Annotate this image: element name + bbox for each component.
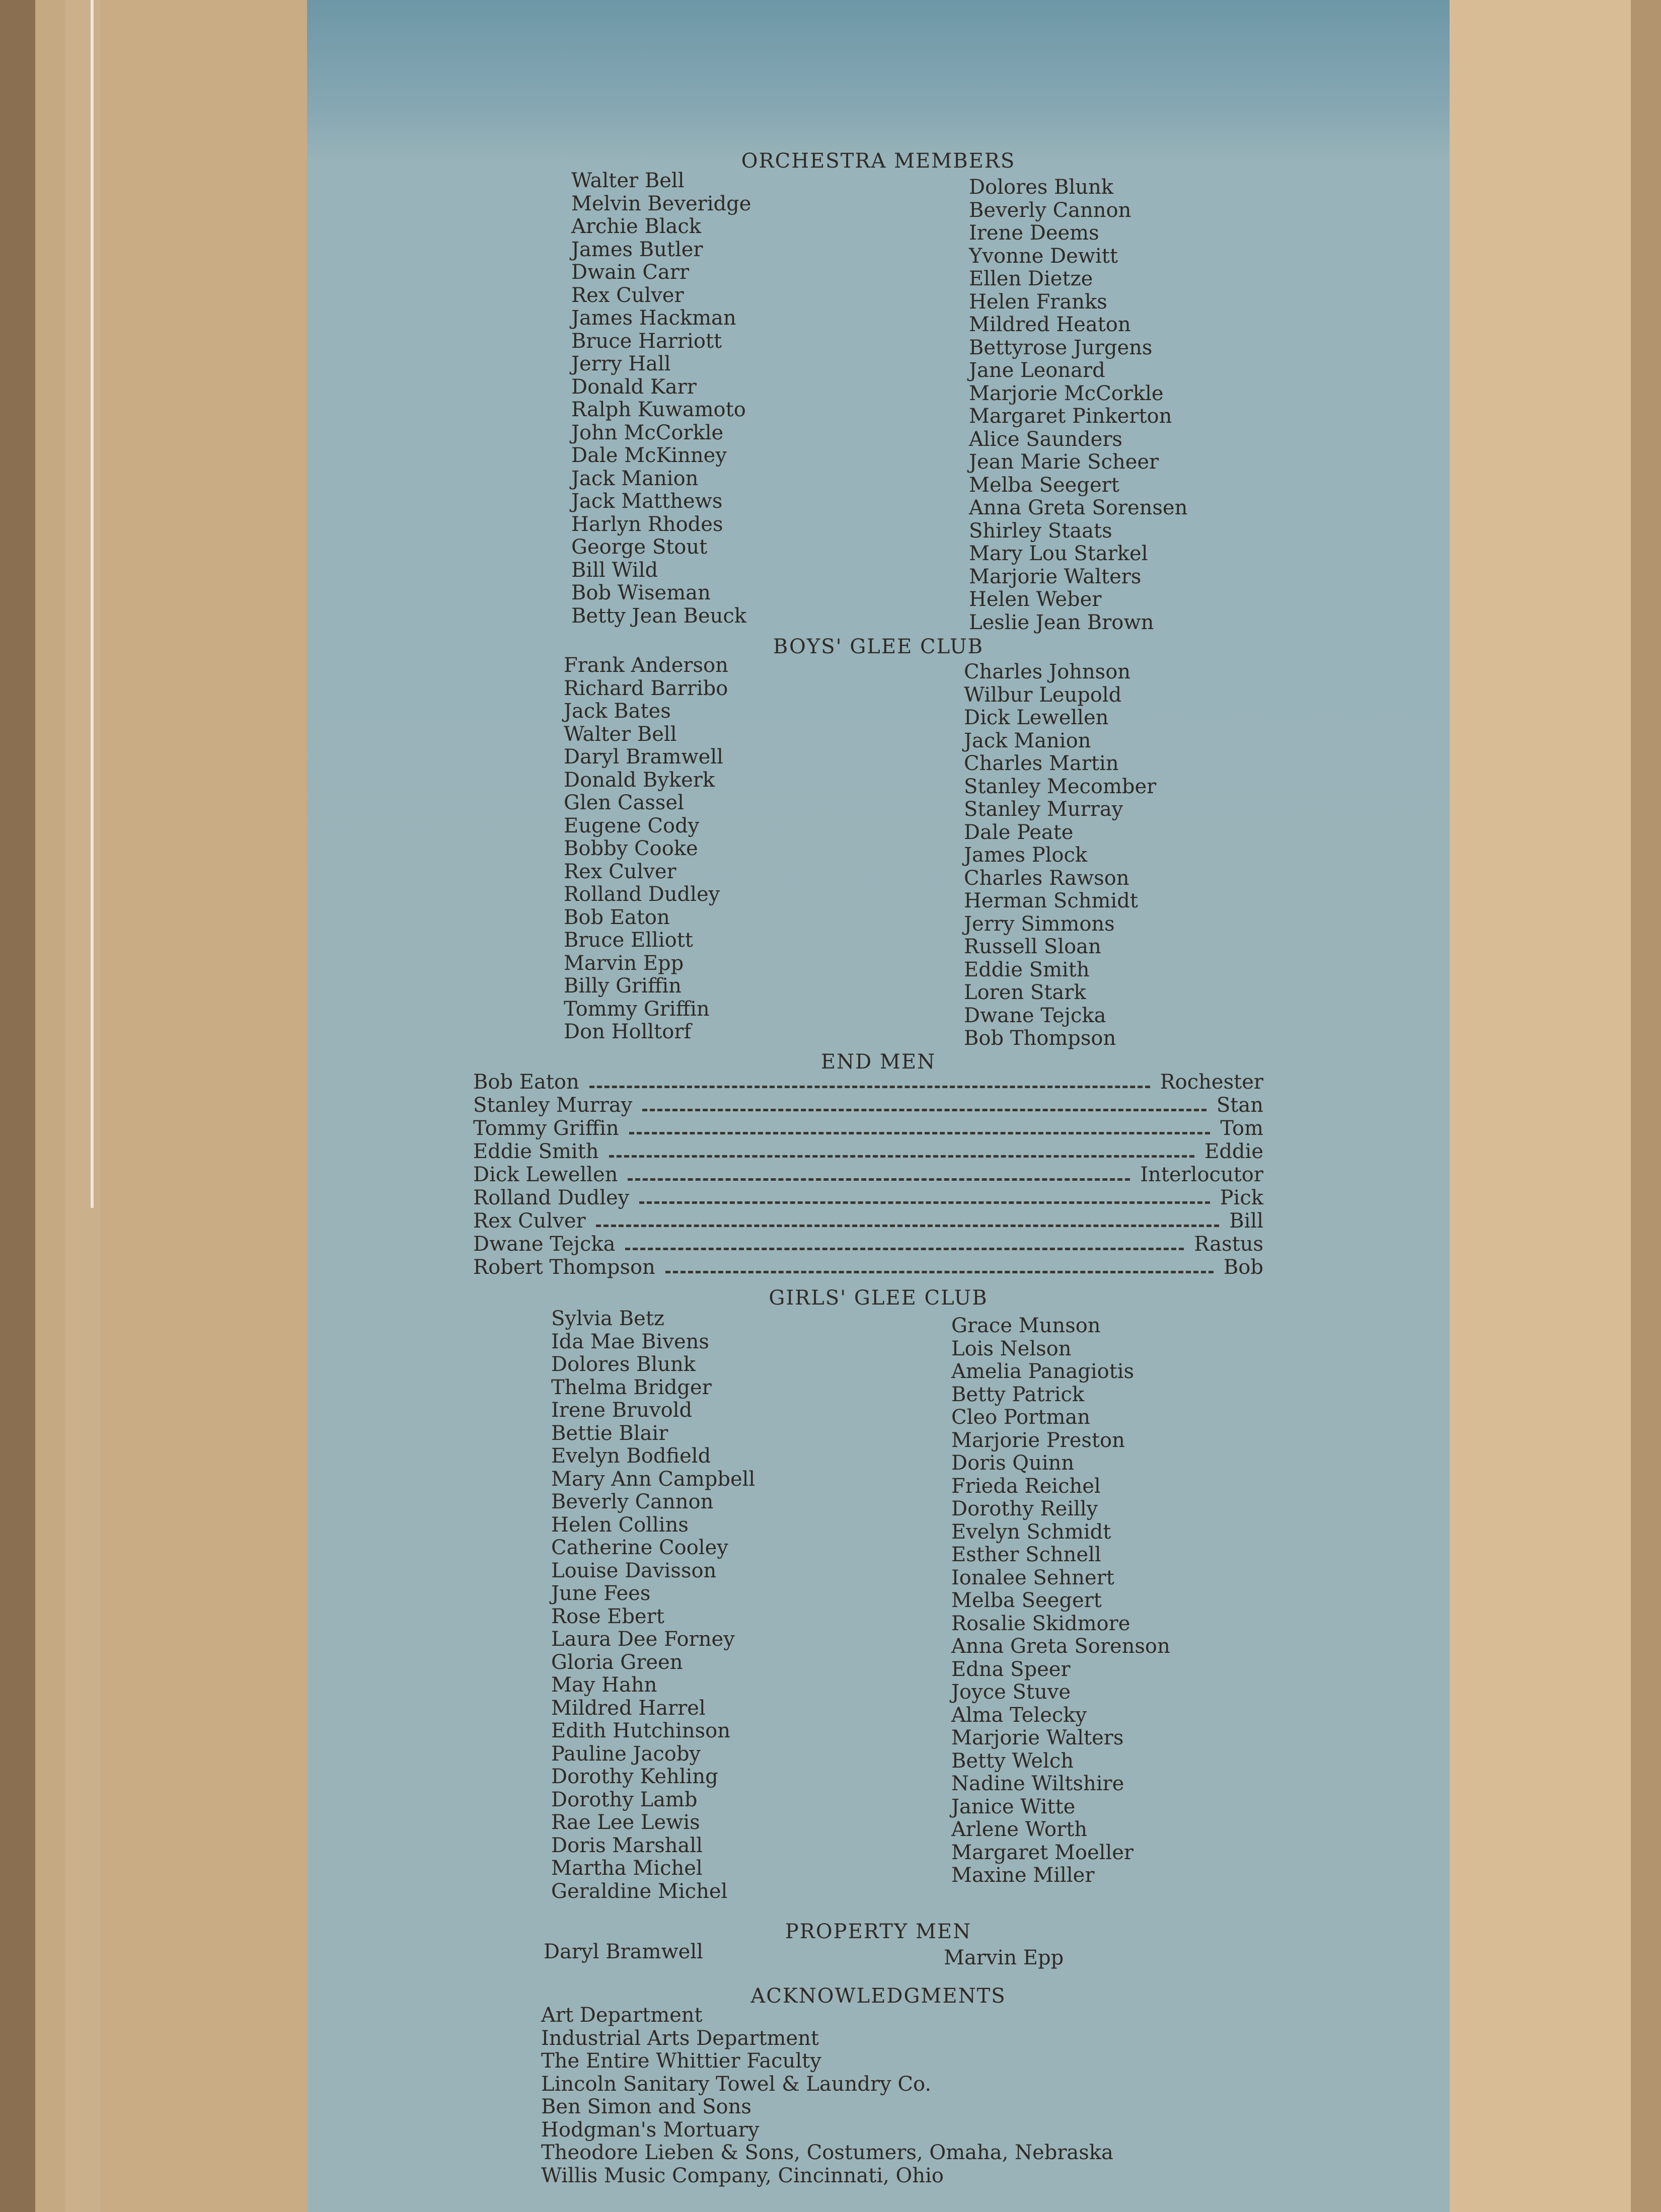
name-entry: Hodgman's Mortuary (541, 2118, 760, 2142)
name-entry: James Butler (571, 238, 703, 261)
end-men-name: Dick Lewellen (473, 1163, 618, 1187)
name-entry: Betty Welch (951, 1749, 1074, 1773)
name-entry: Mary Ann Campbell (551, 1467, 756, 1491)
program-text (307, 0, 1450, 2212)
name-entry: Margaret Pinkerton (969, 405, 1172, 428)
name-entry: Doris Marshall (551, 1834, 703, 1857)
name-entry: Dorothy Reilly (951, 1497, 1098, 1520)
name-entry: Rosalie Skidmore (951, 1612, 1130, 1635)
name-entry: Cleo Portman (951, 1406, 1090, 1429)
name-entry: Russell Sloan (964, 935, 1101, 958)
name-entry: Richard Barribo (564, 676, 728, 700)
name-entry: Melba Seegert (951, 1589, 1102, 1612)
name-entry: Betty Patrick (951, 1383, 1085, 1406)
name-entry: Harlyn Rhodes (571, 512, 723, 536)
end-men-row (473, 1164, 1263, 1187)
name-entry: Walter Bell (571, 169, 685, 192)
orchestra-heading: ORCHESTRA MEMBERS (741, 149, 1016, 173)
name-entry: Ellen Dietze (969, 267, 1093, 290)
name-entry: Jerry Simmons (964, 912, 1115, 936)
name-entry: Bob Wiseman (571, 581, 711, 604)
name-entry: Yvonne Dewitt (969, 244, 1118, 268)
scrapbook-edge (0, 0, 35, 2212)
name-entry: Anna Greta Sorensen (969, 496, 1188, 519)
name-entry: Edith Hutchinson (551, 1719, 730, 1742)
name-entry: Marvin Epp (564, 951, 684, 975)
name-entry: Marjorie Preston (951, 1428, 1125, 1452)
property-men-left: Daryl Bramwell (544, 1940, 703, 1963)
name-entry: Dale McKinney (571, 444, 727, 467)
name-entry: Sylvia Betz (551, 1307, 664, 1330)
name-entry: Lois Nelson (951, 1337, 1072, 1360)
name-entry: Tommy Griffin (564, 997, 710, 1021)
name-entry: June Fees (551, 1582, 651, 1605)
name-entry: Rose Ebert (551, 1605, 664, 1628)
end-men-row (473, 1140, 1263, 1164)
end-men-role: Stan (1216, 1094, 1263, 1117)
name-entry: Arlene Worth (951, 1818, 1088, 1841)
name-entry: Irene Deems (969, 221, 1099, 245)
name-entry: Charles Rawson (964, 866, 1129, 890)
name-entry: George Stout (571, 536, 708, 559)
end-men-name: Dwane Tejcka (473, 1233, 616, 1256)
name-entry: Pauline Jacoby (551, 1742, 701, 1766)
name-entry: Anna Greta Sorenson (951, 1635, 1170, 1658)
name-entry: Helen Franks (969, 290, 1107, 314)
name-entry: Daryl Bramwell (564, 745, 723, 769)
name-entry: Grace Munson (951, 1314, 1101, 1337)
end-men-role: Pick (1220, 1186, 1263, 1210)
name-entry: Dolores Blunk (969, 176, 1114, 199)
end-men-row (473, 1210, 1263, 1233)
name-entry: James Plock (964, 844, 1088, 867)
name-entry: Walter Bell (564, 722, 677, 746)
end-men-name: Eddie Smith (473, 1140, 599, 1164)
name-entry: Ionalee Sehnert (951, 1566, 1114, 1589)
dash-leader (629, 1132, 1211, 1134)
girls-glee-right-column (951, 1315, 1170, 1887)
end-men-list (473, 1071, 1263, 1279)
name-entry: Jack Bates (564, 700, 671, 723)
name-entry: Jane Leonard (969, 359, 1105, 382)
name-entry: Helen Weber (969, 588, 1102, 611)
name-entry: Gloria Green (551, 1650, 683, 1674)
name-entry: Alma Telecky (951, 1703, 1087, 1727)
name-entry: Irene Bruvold (551, 1399, 693, 1422)
name-entry: Stanley Mecomber (964, 775, 1157, 798)
name-entry: Bobby Cooke (564, 837, 698, 860)
end-men-role: Bill (1229, 1209, 1263, 1233)
name-entry: Wilbur Leupold (964, 683, 1122, 707)
girls-glee-heading: GIRLS' GLEE CLUB (769, 1286, 988, 1310)
page-edge-highlight (91, 0, 94, 1208)
name-entry: Helen Collins (551, 1513, 689, 1537)
boys-glee-right-column (964, 661, 1156, 1050)
name-entry: Marjorie Walters (951, 1726, 1124, 1749)
scrapbook-edge (1631, 0, 1661, 2212)
name-entry: Janice Witte (951, 1795, 1076, 1818)
name-entry: Melba Seegert (969, 473, 1119, 497)
name-entry: Jack Manion (571, 467, 699, 490)
scrapbook-page-left-margin (101, 0, 307, 2212)
name-entry: Amelia Panagiotis (951, 1360, 1135, 1383)
name-entry: Dorothy Lamb (551, 1788, 698, 1811)
girls-glee-left-column (551, 1308, 755, 1903)
name-entry: Joyce Stuve (951, 1681, 1071, 1704)
end-men-role: Interlocutor (1140, 1163, 1263, 1187)
name-entry: James Hackman (571, 307, 736, 330)
name-entry: Nadine Wiltshire (951, 1772, 1124, 1795)
name-entry: Melvin Beveridge (571, 192, 751, 215)
name-entry: Frieda Reichel (951, 1474, 1101, 1498)
name-entry: Louise Davisson (551, 1559, 717, 1582)
name-entry: Donald Bykerk (564, 768, 715, 792)
dash-leader (589, 1086, 1150, 1088)
name-entry: Donald Karr (571, 375, 697, 399)
name-entry: Bruce Harriott (571, 329, 722, 353)
name-entry: Rolland Dudley (564, 883, 720, 906)
name-entry: Bob Thompson (964, 1027, 1116, 1050)
name-entry: Beverly Cannon (551, 1490, 714, 1513)
end-men-role: Rastus (1194, 1233, 1263, 1256)
name-entry: Billy Griffin (564, 974, 682, 998)
name-entry: Dwain Carr (571, 261, 690, 284)
name-entry: Rex Culver (564, 860, 676, 883)
scrapbook-edge (65, 0, 102, 2212)
name-entry: Dwane Tejcka (964, 1004, 1106, 1027)
end-men-row (473, 1256, 1263, 1279)
name-entry: Maxine Miller (951, 1864, 1095, 1887)
dash-leader (642, 1109, 1206, 1111)
name-entry: Jack Matthews (571, 490, 723, 513)
end-men-role: Bob (1223, 1256, 1263, 1279)
name-entry: Ben Simon and Sons (541, 2095, 751, 2118)
name-entry: Mildred Harrel (551, 1696, 706, 1720)
name-entry: The Entire Whittier Faculty (541, 2049, 821, 2073)
name-entry: Art Department (541, 2004, 703, 2027)
dash-leader (665, 1271, 1214, 1273)
orchestra-right-column (969, 176, 1187, 634)
name-entry: Rae Lee Lewis (551, 1811, 700, 1834)
name-entry: Theodore Lieben & Sons, Costumers, Omaha, Nebraska (541, 2141, 1113, 2164)
acknowledgments-list (541, 2004, 1113, 2187)
name-entry: Dolores Blunk (551, 1353, 696, 1376)
end-men-row (473, 1117, 1263, 1140)
end-men-row (473, 1094, 1263, 1117)
scrapbook-page-right-margin (1438, 0, 1661, 2212)
name-entry: John McCorkle (571, 421, 724, 444)
dash-leader (596, 1225, 1220, 1227)
name-entry: Dick Lewellen (964, 706, 1109, 729)
dash-leader (609, 1155, 1195, 1158)
name-entry: Rex Culver (571, 283, 684, 307)
name-entry: Bettie Blair (551, 1421, 668, 1445)
name-entry: Jack Manion (964, 729, 1091, 752)
end-men-role: Eddie (1204, 1140, 1263, 1164)
name-entry: Loren Stark (964, 981, 1086, 1004)
name-entry: Shirley Staats (969, 519, 1112, 543)
name-entry: Evelyn Bodfield (551, 1444, 711, 1468)
orchestra-left-column (571, 170, 751, 628)
name-entry: Ralph Kuwamoto (571, 398, 746, 421)
name-entry: Bill Wild (571, 558, 658, 582)
name-entry: Evelyn Schmidt (951, 1520, 1111, 1544)
end-men-name: Robert Thompson (473, 1256, 655, 1279)
dash-leader (628, 1178, 1130, 1181)
name-entry: Leslie Jean Brown (969, 611, 1154, 634)
name-entry: Laura Dee Forney (551, 1628, 735, 1651)
name-entry: Don Holltorf (564, 1020, 692, 1043)
name-entry: Doris Quinn (951, 1452, 1075, 1475)
name-entry: Betty Jean Beuck (571, 604, 747, 628)
name-entry: Geraldine Michel (551, 1879, 728, 1903)
name-entry: Dale Peate (964, 820, 1074, 844)
name-entry: Eugene Cody (564, 814, 700, 837)
name-entry: Alice Saunders (969, 427, 1122, 451)
name-entry: Ida Mae Bivens (551, 1330, 709, 1353)
name-entry: Dorothy Kehling (551, 1765, 718, 1788)
dash-leader (639, 1201, 1210, 1204)
property-men-heading: PROPERTY MEN (785, 1920, 972, 1943)
name-entry: Thelma Bridger (551, 1376, 712, 1399)
name-entry: Mildred Heaton (969, 313, 1131, 336)
name-entry: Edna Speer (951, 1657, 1071, 1681)
name-entry: Mary Lou Starkel (969, 542, 1148, 565)
end-men-row (473, 1233, 1263, 1256)
name-entry: Bettyrose Jurgens (969, 336, 1153, 359)
name-entry: May Hahn (551, 1673, 657, 1697)
name-entry: Stanley Murray (964, 798, 1123, 821)
acknowledgments-heading: ACKNOWLEDGMENTS (750, 1985, 1006, 2008)
end-men-role: Tom (1220, 1117, 1263, 1140)
scrapbook-edge (35, 0, 67, 2212)
name-entry: Eddie Smith (964, 958, 1090, 981)
name-entry: Esther Schnell (951, 1543, 1101, 1566)
name-entry: Marjorie McCorkle (969, 382, 1164, 405)
name-entry: Jerry Hall (571, 352, 671, 375)
name-entry: Margaret Moeller (951, 1841, 1134, 1864)
name-entry: Charles Johnson (964, 660, 1131, 683)
end-men-row (473, 1187, 1263, 1210)
name-entry: Catherine Cooley (551, 1536, 728, 1559)
end-men-name: Rex Culver (473, 1209, 586, 1233)
name-entry: Frank Anderson (564, 654, 728, 677)
name-entry: Marjorie Walters (969, 565, 1142, 588)
name-entry: Glen Cassel (564, 791, 684, 814)
name-entry: Martha Michel (551, 1857, 703, 1880)
program-sheet (307, 0, 1450, 2212)
name-entry: Bruce Elliott (564, 929, 693, 952)
name-entry: Jean Marie Scheer (969, 450, 1159, 474)
name-entry: Willis Music Company, Cincinnati, Ohio (541, 2164, 944, 2187)
name-entry: Charles Martin (964, 752, 1119, 775)
end-men-name: Tommy Griffin (473, 1117, 619, 1140)
end-men-name: Stanley Murray (473, 1094, 633, 1117)
end-men-row (473, 1071, 1263, 1094)
end-men-heading: END MEN (820, 1050, 936, 1074)
name-entry: Bob Eaton (564, 905, 670, 929)
name-entry: Industrial Arts Department (541, 2026, 819, 2050)
property-men-right: Marvin Epp (944, 1946, 1064, 1969)
boys-glee-heading: BOYS' GLEE CLUB (773, 635, 984, 658)
boys-glee-left-column (564, 654, 728, 1044)
name-entry: Beverly Cannon (969, 198, 1131, 222)
name-entry: Archie Black (571, 215, 702, 238)
end-men-name: Rolland Dudley (473, 1186, 630, 1210)
end-men-role: Rochester (1160, 1071, 1263, 1094)
name-entry: Herman Schmidt (964, 889, 1138, 912)
end-men-name: Bob Eaton (473, 1071, 579, 1094)
name-entry: Lincoln Sanitary Towel & Laundry Co. (541, 2072, 932, 2096)
dash-leader (625, 1248, 1184, 1250)
